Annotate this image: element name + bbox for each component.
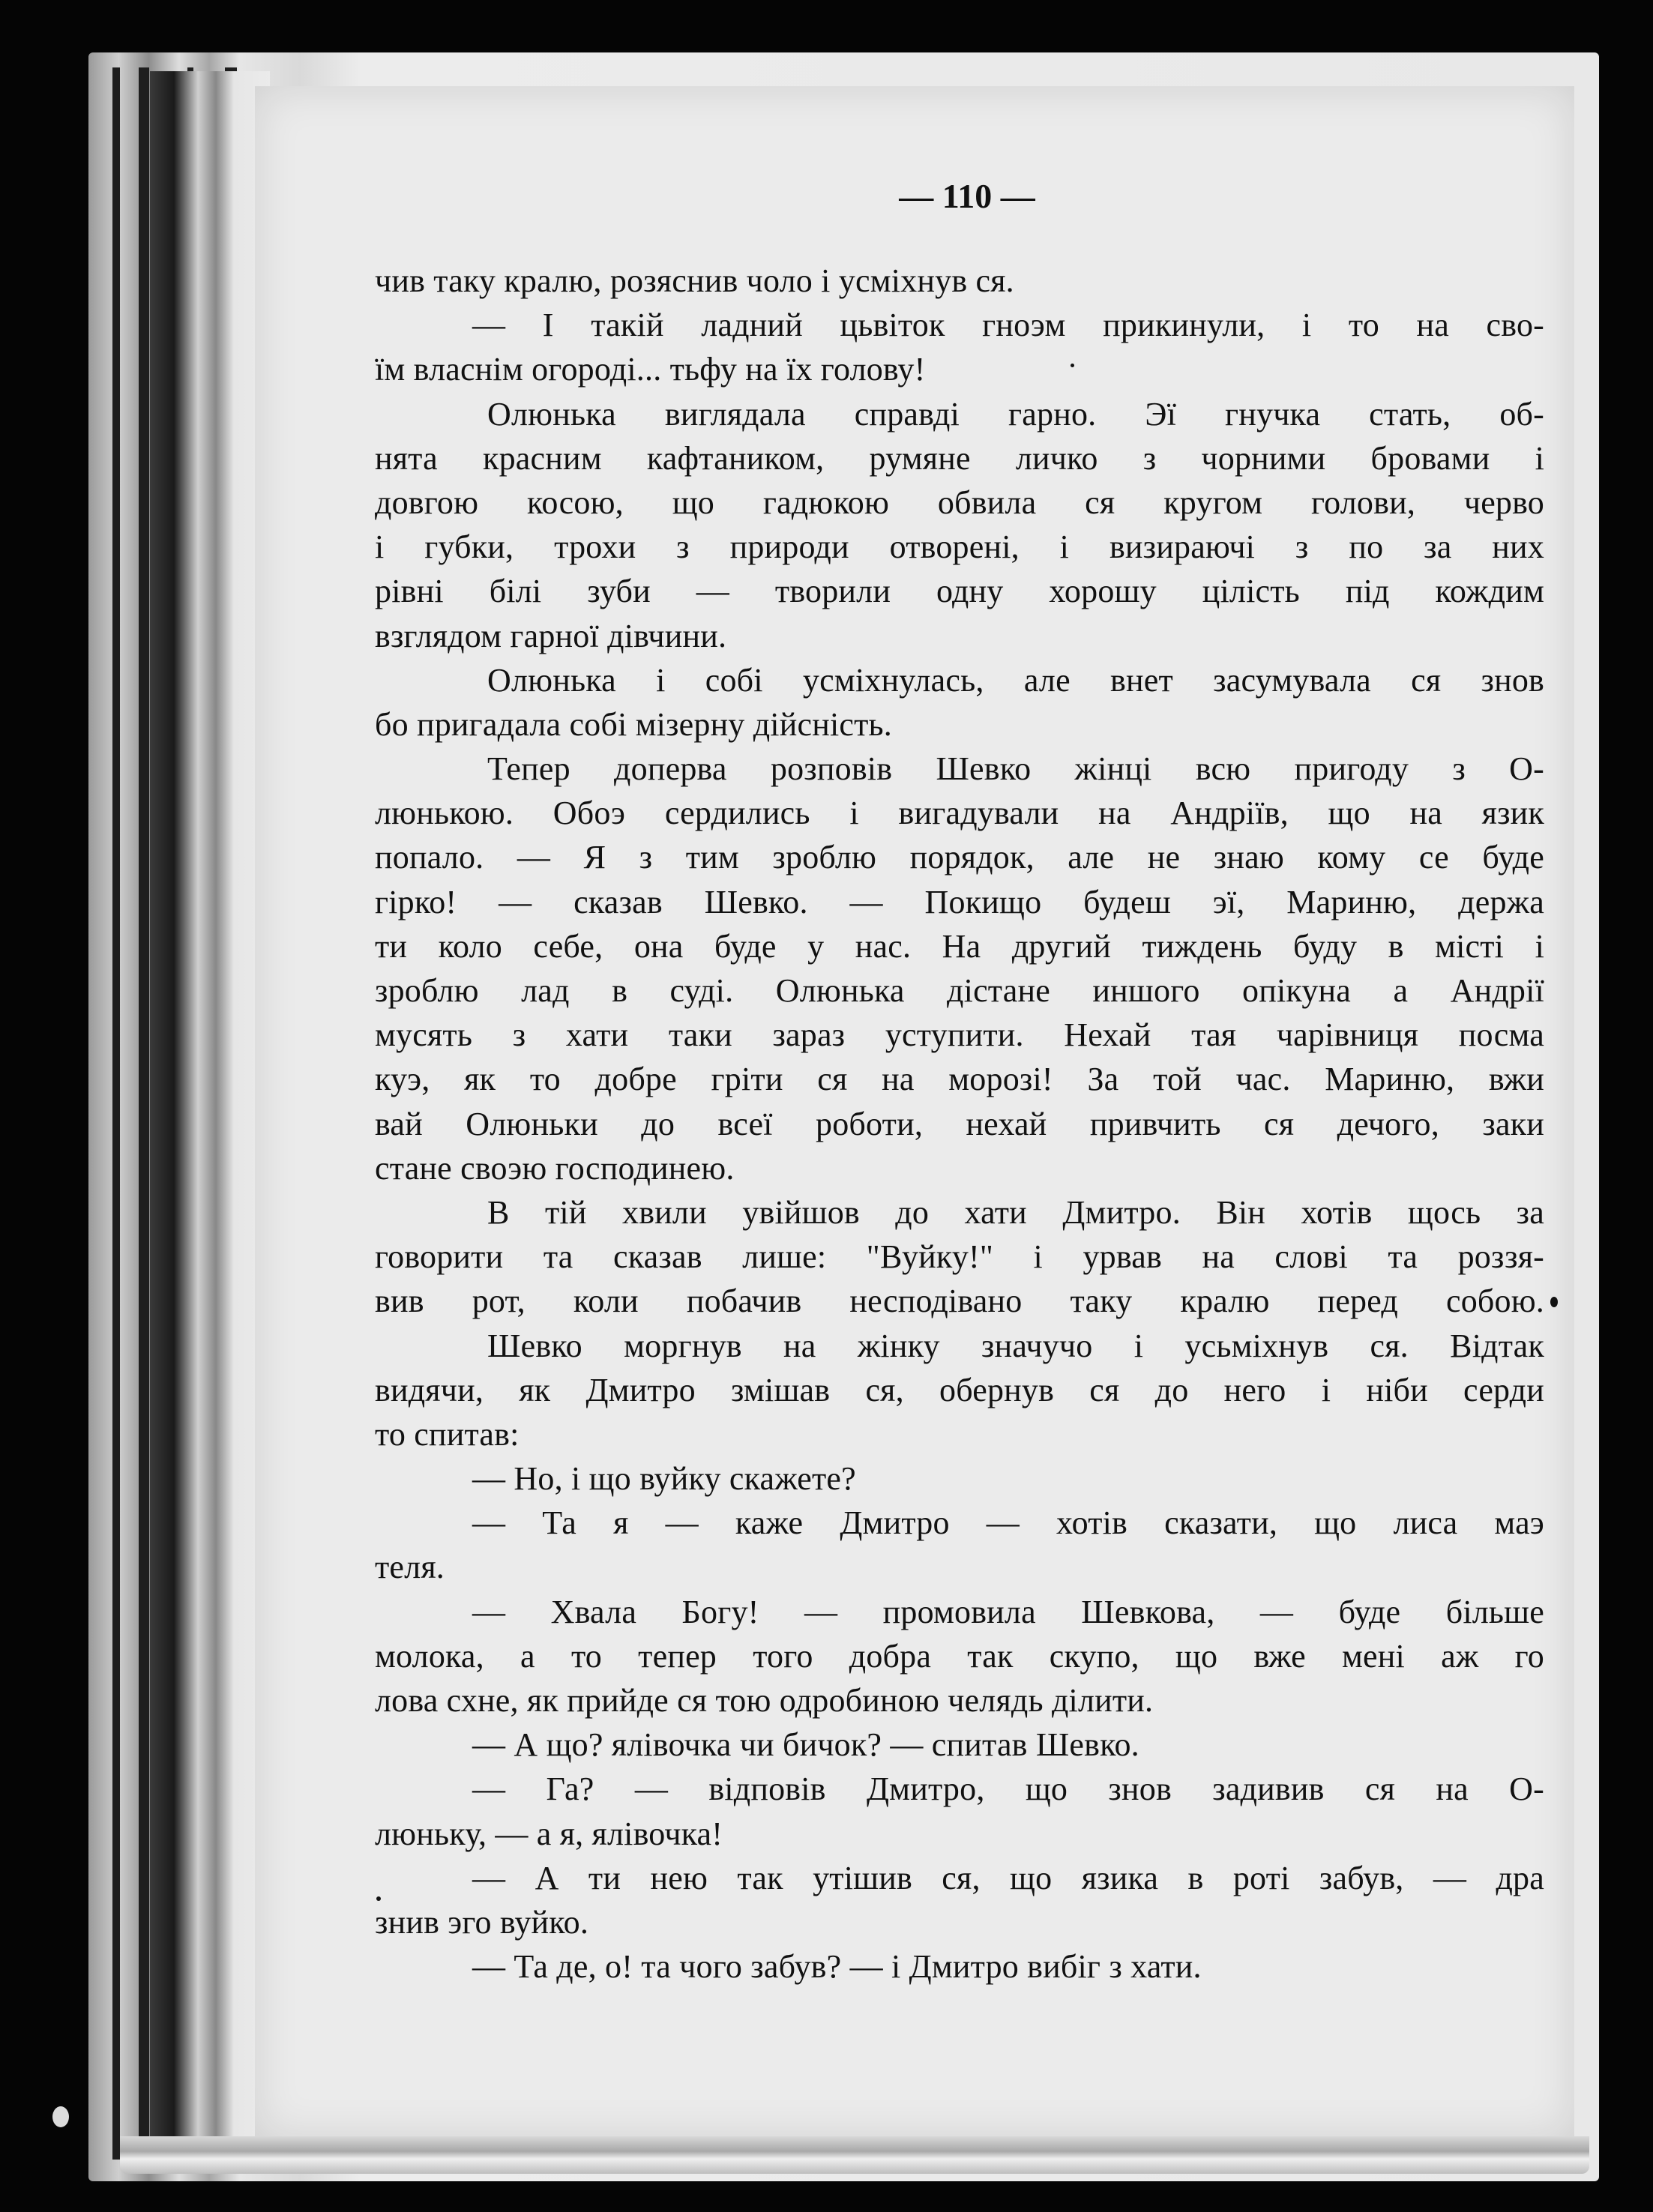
text-line: лова схне, як прийде ся тою одробиною челядь ділити. (375, 1682, 1154, 1719)
ink-speck (376, 1896, 381, 1901)
text-line: Олюнька виглядала справді гарно. Эї гнучка стать, об- (487, 395, 1544, 433)
text-line: нята красним кафтаником, румяне личко з чорними бровами і (375, 439, 1544, 477)
body-text (375, 259, 1544, 1989)
text-line: рівні білі зуби — творили одну хорошу цілість під кождим (375, 573, 1544, 610)
text-line: зроблю лад в суді. Олюнька дістане иншого опікуна а Андрії (375, 972, 1544, 1009)
text-line: видячи, як Дмитро змішав ся, обернув ся до него і ніби серди (375, 1371, 1544, 1408)
ink-speck (1550, 1297, 1558, 1307)
text-line: молока, а то тепер того добра так скупо, що вже мені аж го (375, 1637, 1544, 1675)
text-line: люнькою. Обоэ сердились і вигадували на Андріїв, що на язик (375, 795, 1544, 832)
text-line: то спитав: (375, 1415, 520, 1453)
text-line: куэ, як то добре гріти ся на морозі! За той час. Мариню, вжи (375, 1061, 1544, 1098)
text-line: вив рот, коли побачив несподівано таку кралю перед собою. (375, 1283, 1544, 1320)
text-line: стане своэю господинею. (375, 1149, 735, 1187)
text-line: знив эго вуйко. (375, 1903, 589, 1941)
text-line: — А ти нею так утішив ся, що язика в роті забув, — дра (472, 1859, 1544, 1896)
text-line: Олюнька і собі усміхнулась, але внет засумувала ся знов (487, 661, 1544, 699)
text-line: теля. (375, 1549, 445, 1586)
text-line: і губки, трохи з природи отворені, і визираючі з по за них (375, 528, 1544, 566)
text-line: — І такій ладний цьвіток гноэм прикинули, і то на сво- (472, 307, 1544, 344)
spine-line (112, 67, 120, 2160)
ink-speck (1071, 364, 1074, 367)
page-gutter-shade (150, 71, 270, 2148)
text-line: Тепер доперва розповів Шевко жінці всю пригоду з О- (487, 750, 1544, 788)
text-line: мусять з хати таки зараз уступити. Нехай тая чарівниця посма (375, 1016, 1544, 1054)
text-line: — А що? ялівочка чи бичок? — спитав Шевко. (472, 1726, 1139, 1764)
text-line: люньку, — а я, ялівочка! (375, 1815, 723, 1852)
book-bottom-edge (120, 2136, 1589, 2174)
text-line: — Хвала Богу! — промовила Шевкова, — буде більше (472, 1593, 1544, 1630)
spine-line (139, 67, 149, 2160)
text-line: взглядом гарної дівчини. (375, 617, 727, 654)
edge-blemish (52, 2106, 69, 2127)
text-line: говорити та сказав лише: "Вуйку!" і урвав на слові та роззя- (375, 1238, 1544, 1276)
text-line: — Га? — відповів Дмитро, що знов задивив ся на О- (472, 1770, 1544, 1808)
text-line: попало. — Я з тим зроблю порядок, але не знаю кому се буде (375, 839, 1544, 876)
text-line: вай Олюньки до всеї роботи, нехай привчить ся дечого, заки (375, 1105, 1544, 1142)
text-line: довгою косою, що гадюкою обвила ся кругом голови, черво (375, 483, 1544, 521)
text-line: їм власнім огороді... тьфу на їх голову! (375, 351, 926, 388)
text-line: В тій хвили увійшов до хати Дмитро. Він хотів щось за (487, 1193, 1544, 1231)
text-line: Шевко моргнув на жінку значучо і усьміхнув ся. Відтак (487, 1327, 1544, 1364)
text-line: гірко! — сказав Шевко. — Покищо будеш эї, Мариню, держа (375, 883, 1544, 920)
text-line: чив таку кралю, розяснив чоло і усміхнув ся. (375, 262, 1014, 299)
text-line: — Но, і що вуйку скажете? (472, 1460, 856, 1498)
text-line: — Та я — каже Дмитро — хотів сказати, що лиса маэ (472, 1504, 1544, 1542)
text-line: бо пригадала собі мізерну дійсність. (375, 705, 892, 743)
text-line: — Та де, о! та чого забув? — і Дмитро вибіг з хати. (472, 1948, 1202, 1986)
page-number: — 110 — (899, 177, 1035, 215)
text-line: ти коло себе, она буде у нас. На другий тиждень буду в місті і (375, 927, 1544, 965)
